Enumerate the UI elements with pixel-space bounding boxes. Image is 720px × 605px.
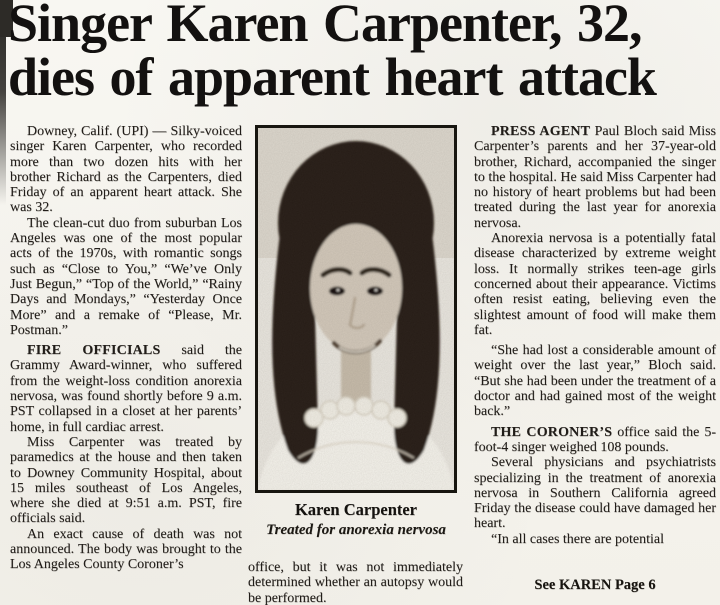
article-paragraph — [474, 124, 716, 231]
photo-caption-name: Karen Carpenter — [294, 500, 418, 519]
article-paragraph — [474, 455, 716, 531]
continuation-notice: See KAREN Page 6 — [534, 577, 656, 593]
article-paragraph — [10, 343, 242, 435]
paragraph-text: office said the 5-foot-4 singer weighed 108 pounds. — [474, 424, 716, 455]
portrait-photo-illustration — [258, 128, 454, 490]
paragraph-text: said the Grammy Award-winner, who suffered from the weight-loss condition anorexia nervosa, was found shortly before 9 a.m. PST collapsed in a closet at her parents’ home, in full cardiac arrest. — [10, 343, 242, 435]
karen-carpenter-photo — [255, 125, 457, 493]
article-paragraph — [10, 527, 242, 573]
paragraph-lead: PRESS AGENT — [491, 124, 591, 139]
article-paragraph — [10, 216, 242, 338]
middle-column-continuation: office, but it was not immediately determined whether an autopsy would be performed. — [248, 560, 463, 605]
article-paragraph — [474, 231, 716, 338]
paragraph-text: “She had lost a considerable amount of weight over the last year,” Bloch said. “But she had been under the treatment of a doctor and had gained most of the weight back.” — [474, 343, 716, 420]
paragraph-lead: FIRE OFFICIALS — [27, 343, 161, 359]
paragraph-text: Miss Carpenter was treated by paramedics at the house and then taken to Downey Community Hospital, about 15 miles southeast of Los Angeles, where she died at 9:51 a.m. PST, fire officials said. — [10, 434, 242, 527]
paragraph-text: The clean-cut duo from suburban Los Angeles was one of the most popular acts of the 1970s, with romantic songs such as “Close to You,” “We’ve Only Just Begun,” “Top of the World,” “Rainy Days and Mondays,” “Yesterday Once More” and a remake of “Please, Mr. Postman.” — [10, 215, 242, 338]
paragraph-lead: THE CORONER’S — [491, 424, 613, 440]
photo-caption-subtitle: Treated for anorexia nervosa — [266, 522, 446, 538]
article-paragraph — [10, 124, 242, 216]
paragraph-text: “In all cases there are potential — [491, 531, 664, 547]
article-paragraph — [474, 532, 716, 547]
article-paragraph — [10, 435, 242, 527]
paragraph-text: Paul Bloch said Miss Carpenter’s parents and her 37-year-old brother, Richard, accompanied the singer to the hospital. He said Miss Carpenter had no history of heart problems but had been treated during the last year for anorexia nervosa. — [474, 124, 716, 231]
article-paragraph — [474, 425, 716, 456]
headline-line1: Singer Karen Carpenter, 32, — [8, 0, 642, 53]
paragraph-text: Downey, Calif. (UPI) — Silky-voiced singer Karen Carpenter, who recorded more than two dozen hits with her brother Richard as the Carpenters, died Friday of an apparent heart attack. She was 32. — [10, 124, 242, 216]
article-paragraph — [474, 343, 716, 419]
headline-line2: dies of apparent heart attack — [8, 47, 656, 107]
headline — [8, 0, 720, 107]
paragraph-text: An exact cause of death was not announced. The body was brought to the Los Angeles County Coroner’s — [10, 526, 242, 573]
paragraph-text: Anorexia nervosa is a potentially fatal disease characterized by extreme weight loss. It normally strikes teen-age girls concerned about their appearance. Victims often resist eating, believing even the slightest amount of food will make them fat. — [474, 231, 716, 338]
left-column — [10, 124, 242, 573]
paragraph-text: Several physicians and psychiatrists specializing in the treatment of anorexia nervosa in Southern California agreed Friday the disease could have damaged her heart. — [474, 455, 716, 532]
right-column — [474, 124, 716, 547]
